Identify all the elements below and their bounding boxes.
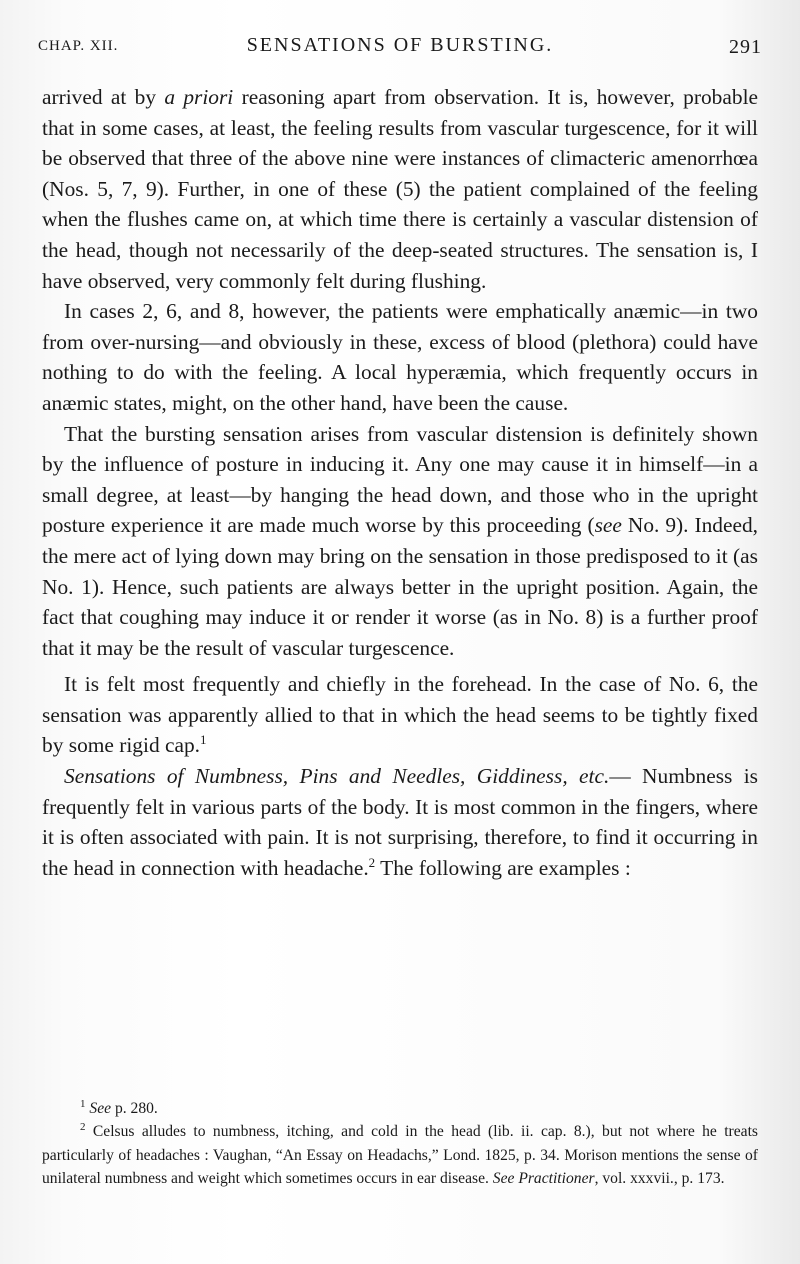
page-number: 291 (729, 36, 762, 58)
footnote (42, 1120, 758, 1190)
paragraph (42, 296, 758, 418)
text-run: — Numbness is frequently felt in various parts of the body. It is most common in the fingers, where it is often associated with pain. It is not surprising, therefore, to find it occurring in the head in connection with headache. (42, 764, 759, 880)
text-run: It is felt most frequently and chiefly in the forehead. In the case of No. 6, the sensation was apparently allied to that in which the head seems to be tightly fixed by some rigid cap. (42, 672, 758, 758)
running-title: SENSATIONS OF BURSTING. (246, 34, 554, 56)
text-run: The following are examples : (375, 855, 631, 880)
text-run: In cases 2, 6, and 8, however, the patients were emphatically anæmic—in two from over-nursing—and obviously in these, excess of blood (plethora) could have nothing to do with the feeling. A local hyperæmia, which frequently occurs in anæmic states, might, on the other hand, have been the cause. (42, 299, 758, 415)
italic-run: See (89, 1100, 112, 1117)
italic-run: See Practitioner (492, 1170, 595, 1188)
paragraph (42, 761, 758, 883)
text-run: , vol. xxxvii., p. 173. (594, 1170, 725, 1188)
italic-run: a priori (164, 85, 234, 109)
paragraph (42, 82, 758, 296)
paragraph (42, 669, 758, 761)
text-run: p. 280. (111, 1100, 158, 1117)
text-run: That the bursting sensation arises from vascular distension is definitely shown by the influence of posture in inducing it. Any one may cause it in himself—in a small degree, at least—by hanging the head down, and those who in the upright posture experience it are made much worse by this proceeding ( (42, 421, 758, 538)
footnote-number: 1 (80, 1097, 86, 1110)
footnotes (42, 1097, 758, 1191)
text-run: No. 9). Indeed, the mere act of lying down may bring on the sensation in those predisposed to it (as No. 1). Hence, such patients are always better in the upright position. Again, the fact that coughing may induce it or render it worse (as in No. 8) is a further proof that it may be the result of vascular turgescence. (42, 513, 758, 660)
italic-run: see (594, 513, 622, 538)
running-header (38, 34, 762, 68)
footnote-number: 2 (80, 1121, 86, 1134)
text-run: Celsus alludes to numbness, itching, and cold in the head (lib. ii. cap. 8.), but not where he treats particularly of headaches : Vaughan, “An Essay on Headachs,” Lond. 1825, p. 34. Morison mentions the sense of unilateral numbness and weight which sometimes occurs in ear disease. (42, 1123, 758, 1188)
paragraph (42, 419, 758, 664)
footnote-marker: 1 (200, 732, 207, 748)
text-run: arrived at by (42, 85, 165, 109)
chapter-label: CHAP. XII. (38, 38, 119, 54)
footnote-marker: 2 (368, 854, 376, 870)
section-heading-italic: Sensations of Numbness, Pins and Needles, Giddiness, etc. (64, 764, 610, 789)
main-text (42, 82, 758, 883)
footnote (42, 1097, 758, 1120)
text-run: reasoning apart from observation. It is, however, probable that in some cases, at least, the feeling results from vascular turgescence, for it will be observed that three of the above nine were instances of climacteric amenorrhœa (Nos. 5, 7, 9). Further, in one of these (5) the patient complained of the feeling when the flushes came on, at which time there is certainly a vascular distension of the head, though not necessarily of the deep-seated structures. The sensation is, I have observed, very commonly felt during flushing. (42, 85, 759, 293)
